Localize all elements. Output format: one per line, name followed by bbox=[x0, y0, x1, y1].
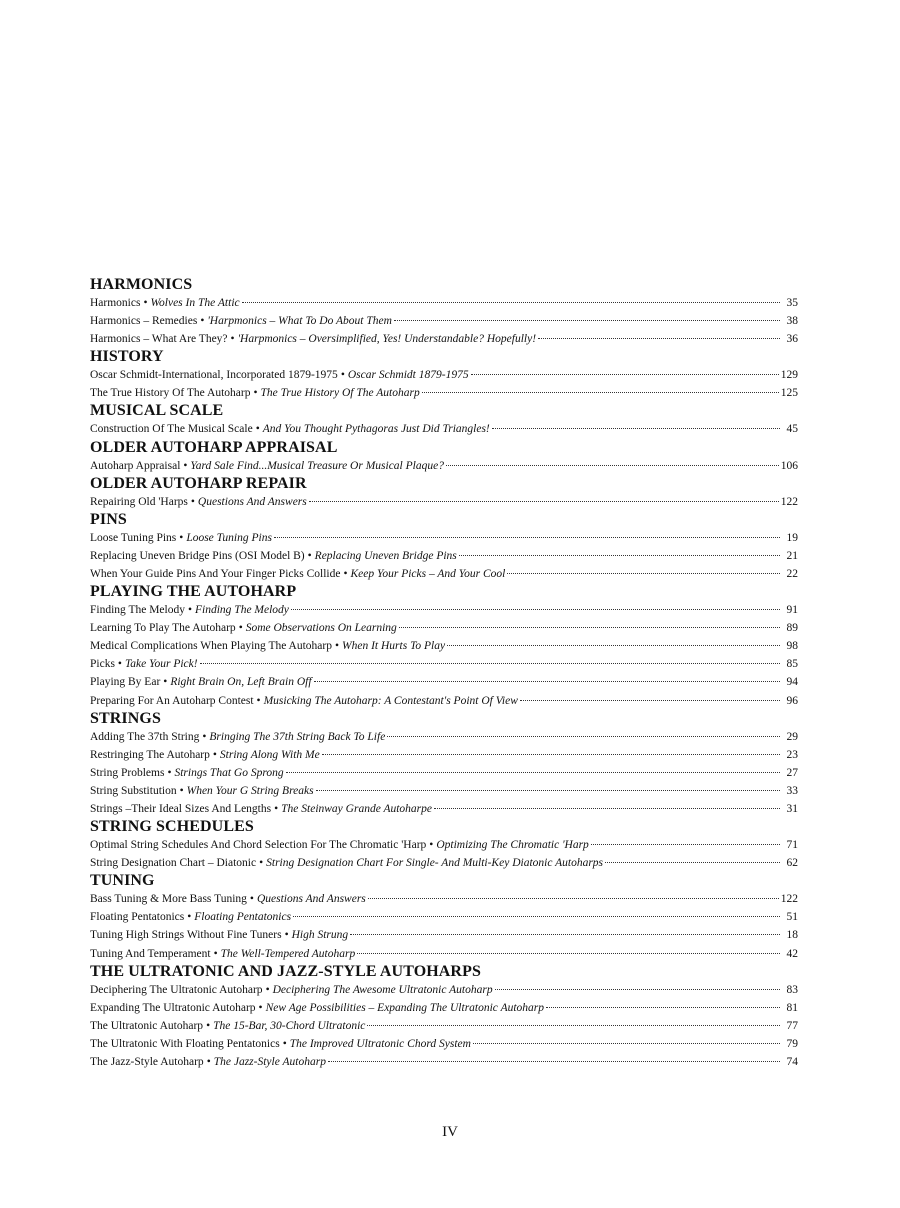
toc-entry bbox=[90, 854, 798, 872]
bullet-separator: • bbox=[187, 911, 192, 924]
toc-entry bbox=[90, 1017, 798, 1035]
toc-entry bbox=[90, 800, 798, 818]
bullet-separator: • bbox=[429, 839, 434, 852]
entry-topic: Harmonics bbox=[90, 297, 141, 309]
entry-article-title: Questions And Answers bbox=[197, 495, 307, 508]
dot-leader bbox=[394, 320, 780, 321]
entry-topic: Medical Complications When Playing The Autoharp bbox=[90, 640, 332, 653]
entry-page-number: 33 bbox=[786, 784, 798, 797]
entry-page-number: 125 bbox=[780, 387, 798, 400]
bullet-separator: • bbox=[202, 730, 207, 743]
entry-topic: String Problems bbox=[90, 766, 165, 779]
entry-article-title: And You Thought Pythagoras Just Did Triangles! bbox=[262, 423, 490, 436]
dot-leader bbox=[507, 573, 780, 574]
entry-article-title: When It Hurts To Play bbox=[342, 640, 446, 653]
entry-article-title: Oscar Schmidt 1879-1975 bbox=[347, 369, 469, 382]
entry-article-title: Musicking The Autoharp: A Contestant's Point Of View bbox=[263, 694, 518, 707]
entry-article-title: 'Harpmonics – Oversimplified, Yes! Understandable? Hopefully! bbox=[237, 333, 537, 346]
entry-article-title: Some Observations On Learning bbox=[245, 622, 397, 635]
entry-page-number: 96 bbox=[786, 694, 798, 707]
entry-article-title: String Designation Chart For Single- And Multi-Key Diatonic Autoharps bbox=[266, 857, 604, 870]
entry-article-title: The True History Of The Autoharp bbox=[260, 387, 420, 400]
bullet-separator: • bbox=[343, 567, 348, 580]
dot-leader bbox=[367, 1025, 780, 1026]
entry-article-title: Questions And Answers bbox=[256, 893, 366, 906]
section-heading: STRING SCHEDULES bbox=[90, 818, 254, 836]
entry-page-number: 35 bbox=[786, 297, 798, 309]
toc-section bbox=[90, 710, 798, 818]
toc-entry bbox=[90, 529, 798, 547]
dot-leader bbox=[446, 465, 779, 466]
dot-leader bbox=[274, 537, 780, 538]
bullet-separator: • bbox=[190, 495, 195, 508]
dot-leader bbox=[538, 338, 780, 339]
toc-section bbox=[90, 402, 798, 438]
toc-entry bbox=[90, 999, 798, 1017]
bullet-separator: • bbox=[274, 802, 279, 815]
entry-page-number: 31 bbox=[786, 802, 798, 815]
bullet-separator: • bbox=[183, 459, 188, 472]
entry-topic: Replacing Uneven Bridge Pins (OSI Model B) bbox=[90, 549, 305, 562]
entry-page-number: 83 bbox=[786, 983, 798, 996]
entry-page-number: 122 bbox=[780, 495, 798, 508]
entry-article-title: Floating Pentatonics bbox=[194, 911, 292, 924]
toc-section bbox=[90, 439, 798, 475]
toc-entry bbox=[90, 782, 798, 800]
bullet-separator: • bbox=[206, 1019, 211, 1032]
toc-entry bbox=[90, 420, 798, 438]
bullet-separator: • bbox=[238, 622, 243, 635]
toc-entry bbox=[90, 746, 798, 764]
entry-page-number: 129 bbox=[780, 369, 798, 382]
entry-page-number: 36 bbox=[786, 333, 798, 346]
entry-topic: String Designation Chart – Diatonic bbox=[90, 857, 257, 870]
dot-leader bbox=[309, 501, 779, 502]
entry-page-number: 98 bbox=[786, 640, 798, 653]
toc-entry bbox=[90, 601, 798, 619]
toc-entry bbox=[90, 926, 798, 944]
toc-entry bbox=[90, 764, 798, 782]
bullet-separator: • bbox=[206, 1056, 211, 1068]
entry-article-title: 'Harpmonics – What To Do About Them bbox=[207, 315, 392, 328]
entry-topic: The Jazz-Style Autoharp bbox=[90, 1056, 204, 1068]
dot-leader bbox=[368, 898, 779, 899]
entry-article-title: Bringing The 37th String Back To Life bbox=[209, 730, 386, 743]
toc-section bbox=[90, 348, 798, 402]
bullet-separator: • bbox=[282, 1037, 287, 1050]
entry-topic: Tuning And Temperament bbox=[90, 947, 211, 960]
entry-page-number: 27 bbox=[786, 766, 798, 779]
toc-entry bbox=[90, 890, 798, 908]
entry-topic: The Ultratonic With Floating Pentatonics bbox=[90, 1037, 280, 1050]
dot-leader bbox=[291, 609, 780, 610]
entry-article-title: The Jazz-Style Autoharp bbox=[213, 1056, 326, 1068]
dot-leader bbox=[459, 555, 780, 556]
entry-topic: Picks bbox=[90, 658, 115, 671]
bullet-separator: • bbox=[255, 423, 260, 436]
section-heading: PINS bbox=[90, 510, 127, 528]
entry-topic: Floating Pentatonics bbox=[90, 911, 185, 924]
entry-topic: Optimal String Schedules And Chord Selection For The Chromatic 'Harp bbox=[90, 839, 427, 852]
entry-page-number: 79 bbox=[786, 1037, 798, 1050]
bullet-separator: • bbox=[259, 857, 264, 870]
entry-topic: Expanding The Ultratonic Autoharp bbox=[90, 1001, 256, 1014]
toc-entry bbox=[90, 384, 798, 402]
entry-topic: Playing By Ear bbox=[90, 676, 161, 689]
entry-page-number: 62 bbox=[786, 857, 798, 870]
entry-page-number: 81 bbox=[786, 1001, 798, 1014]
bullet-separator: • bbox=[212, 748, 217, 761]
entry-topic: Oscar Schmidt-International, Incorporated 1879-1975 bbox=[90, 369, 338, 382]
dot-leader bbox=[546, 1007, 780, 1008]
entry-page-number: 23 bbox=[786, 748, 798, 761]
entry-page-number: 85 bbox=[786, 658, 798, 671]
toc-entry bbox=[90, 655, 798, 673]
toc-entry bbox=[90, 619, 798, 637]
entry-article-title: High Strung bbox=[291, 929, 349, 942]
dot-leader bbox=[471, 374, 779, 375]
entry-topic: Repairing Old 'Harps bbox=[90, 495, 188, 508]
entry-article-title: String Along With Me bbox=[219, 748, 320, 761]
entry-topic: The Ultratonic Autoharp bbox=[90, 1019, 204, 1032]
section-heading: HARMONICS bbox=[90, 276, 193, 293]
toc-section bbox=[90, 872, 798, 962]
section-heading: MUSICAL SCALE bbox=[90, 402, 224, 420]
bullet-separator: • bbox=[143, 297, 148, 309]
entry-article-title: Take Your Pick! bbox=[124, 658, 198, 671]
toc-entry bbox=[90, 692, 798, 710]
bullet-separator: • bbox=[249, 893, 254, 906]
entry-article-title: Keep Your Picks – And Your Cool bbox=[350, 567, 506, 580]
toc-entry bbox=[90, 1053, 798, 1071]
bullet-separator: • bbox=[265, 983, 270, 996]
bullet-separator: • bbox=[230, 333, 235, 346]
entry-page-number: 38 bbox=[786, 315, 798, 328]
entry-page-number: 19 bbox=[786, 531, 798, 544]
dot-leader bbox=[492, 428, 780, 429]
dot-leader bbox=[387, 736, 780, 737]
entry-page-number: 18 bbox=[786, 929, 798, 942]
entry-topic: When Your Guide Pins And Your Finger Picks Collide bbox=[90, 567, 341, 580]
bullet-separator: • bbox=[187, 604, 193, 617]
toc-entry bbox=[90, 728, 798, 746]
bullet-separator: • bbox=[213, 947, 218, 960]
entry-topic: Restringing The Autoharp bbox=[90, 748, 210, 761]
entry-article-title: When Your G String Breaks bbox=[186, 784, 314, 797]
toc-entry bbox=[90, 294, 798, 312]
dot-leader bbox=[473, 1043, 780, 1044]
entry-page-number: 21 bbox=[786, 549, 798, 562]
entry-page-number: 71 bbox=[786, 839, 798, 852]
entry-page-number: 42 bbox=[786, 947, 798, 960]
bullet-separator: • bbox=[284, 929, 289, 942]
bullet-separator: • bbox=[307, 549, 312, 562]
entry-page-number: 51 bbox=[786, 911, 798, 924]
entry-topic: Learning To Play The Autoharp bbox=[90, 622, 236, 635]
dot-leader bbox=[357, 953, 780, 954]
entry-article-title: Yard Sale Find...Musical Treasure Or Musical Plaque? bbox=[190, 459, 444, 472]
entry-topic: Preparing For An Autoharp Contest bbox=[90, 694, 254, 707]
entry-article-title: The Well-Tempered Autoharp bbox=[220, 947, 356, 960]
dot-leader bbox=[591, 844, 780, 845]
dot-leader bbox=[286, 772, 780, 773]
toc-entry bbox=[90, 945, 798, 963]
toc-entry bbox=[90, 312, 798, 330]
toc-section bbox=[90, 511, 798, 583]
dot-leader bbox=[399, 627, 780, 628]
toc-entry bbox=[90, 1035, 798, 1053]
dot-leader bbox=[605, 862, 780, 863]
dot-leader bbox=[328, 1061, 780, 1062]
entry-topic: Bass Tuning & More Bass Tuning bbox=[90, 893, 247, 906]
entry-topic: Adding The 37th String bbox=[90, 730, 200, 743]
bullet-separator: • bbox=[117, 658, 122, 671]
dot-leader bbox=[316, 790, 780, 791]
entry-page-number: 106 bbox=[780, 459, 798, 472]
section-heading: PLAYING THE AUTOHARP bbox=[90, 583, 297, 601]
entry-article-title: Loose Tuning Pins bbox=[186, 531, 272, 544]
entry-article-title: New Age Possibilities – Expanding The Ultratonic Autoharp bbox=[265, 1001, 545, 1014]
entry-page-number: 122 bbox=[780, 893, 798, 906]
entry-topic: Harmonics – What Are They? bbox=[90, 333, 228, 346]
section-heading: STRINGS bbox=[90, 709, 161, 727]
bullet-separator: • bbox=[256, 694, 261, 707]
dot-leader bbox=[242, 302, 780, 303]
entry-topic: Deciphering The Ultratonic Autoharp bbox=[90, 983, 263, 996]
entry-page-number: 74 bbox=[786, 1056, 798, 1068]
toc-section bbox=[90, 583, 798, 710]
bullet-separator: • bbox=[163, 676, 168, 689]
entry-topic: The True History Of The Autoharp bbox=[90, 387, 251, 400]
dot-leader bbox=[314, 681, 780, 682]
bullet-separator: • bbox=[179, 531, 184, 544]
toc-entry bbox=[90, 366, 798, 384]
bullet-separator: • bbox=[200, 315, 205, 328]
entry-article-title: Deciphering The Awesome Ultratonic Autoharp bbox=[272, 983, 493, 996]
toc-section bbox=[90, 818, 798, 872]
bullet-separator: • bbox=[335, 640, 340, 653]
dot-leader bbox=[434, 808, 780, 809]
dot-leader bbox=[350, 934, 780, 935]
section-heading: TUNING bbox=[90, 872, 155, 890]
entry-page-number: 89 bbox=[786, 622, 798, 635]
entry-article-title: Optimizing The Chromatic 'Harp bbox=[436, 839, 589, 852]
bullet-separator: • bbox=[258, 1001, 263, 1014]
section-heading: THE ULTRATONIC AND JAZZ-STYLE AUTOHARPS bbox=[90, 962, 481, 980]
entry-article-title: Wolves In The Attic bbox=[150, 297, 240, 309]
bullet-separator: • bbox=[167, 766, 172, 779]
entry-topic: Finding The Melody bbox=[90, 604, 185, 617]
toc-entry bbox=[90, 457, 798, 475]
entry-page-number: 29 bbox=[786, 730, 798, 743]
dot-leader bbox=[293, 916, 780, 917]
entry-article-title: Right Brain On, Left Brain Off bbox=[170, 676, 312, 689]
bullet-separator: • bbox=[179, 784, 184, 797]
entry-topic: Construction Of The Musical Scale bbox=[90, 423, 253, 436]
dot-leader bbox=[200, 663, 780, 664]
entry-topic: Tuning High Strings Without Fine Tuners bbox=[90, 929, 282, 942]
entry-article-title: The 15-Bar, 30-Chord Ultratonic bbox=[213, 1019, 366, 1032]
entry-topic: String Substitution bbox=[90, 784, 177, 797]
section-heading: OLDER AUTOHARP REPAIR bbox=[90, 474, 307, 492]
section-heading: HISTORY bbox=[90, 348, 164, 366]
entry-page-number: 91 bbox=[786, 604, 798, 617]
dot-leader bbox=[322, 754, 780, 755]
dot-leader bbox=[520, 700, 780, 701]
dot-leader bbox=[447, 645, 780, 646]
entry-article-title: The Improved Ultratonic Chord System bbox=[289, 1037, 471, 1050]
toc-section bbox=[90, 963, 798, 1071]
toc-entry bbox=[90, 330, 798, 348]
dot-leader bbox=[422, 392, 779, 393]
entry-page-number: 22 bbox=[786, 567, 798, 580]
entry-page-number: 45 bbox=[786, 423, 798, 436]
entry-topic: Loose Tuning Pins bbox=[90, 531, 177, 544]
page-number: IV bbox=[442, 1124, 458, 1140]
entry-article-title: Replacing Uneven Bridge Pins bbox=[314, 549, 457, 562]
entry-page-number: 94 bbox=[786, 676, 798, 689]
entry-article-title: Finding The Melody bbox=[195, 604, 289, 617]
toc-section bbox=[90, 276, 798, 348]
entry-article-title: The Steinway Grande Autoharpe bbox=[281, 802, 433, 815]
toc-entry bbox=[90, 493, 798, 511]
table-of-contents bbox=[90, 276, 798, 1071]
bullet-separator: • bbox=[253, 387, 258, 400]
toc-entry bbox=[90, 547, 798, 565]
entry-page-number: 77 bbox=[786, 1019, 798, 1032]
entry-topic: Harmonics – Remedies bbox=[90, 315, 198, 328]
toc-entry bbox=[90, 836, 798, 854]
toc-section bbox=[90, 475, 798, 511]
bullet-separator: • bbox=[340, 369, 345, 382]
entry-article-title: Strings That Go Sprong bbox=[174, 766, 284, 779]
entry-topic: Autoharp Appraisal bbox=[90, 459, 181, 472]
toc-entry bbox=[90, 565, 798, 583]
toc-entry bbox=[90, 908, 798, 926]
toc-entry bbox=[90, 981, 798, 999]
dot-leader bbox=[495, 989, 780, 990]
section-heading: OLDER AUTOHARP APPRAISAL bbox=[90, 438, 338, 456]
toc-entry bbox=[90, 637, 798, 655]
toc-entry bbox=[90, 673, 798, 691]
entry-topic: Strings –Their Ideal Sizes And Lengths bbox=[90, 802, 272, 815]
